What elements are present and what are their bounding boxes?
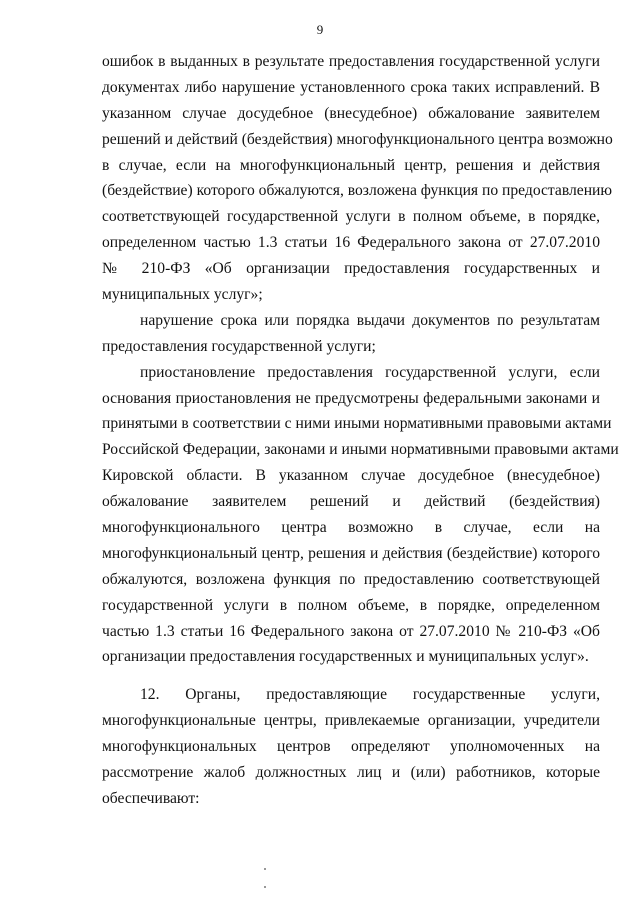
text-line: решений и действий (бездействия) многофункционального центра возможно xyxy=(102,130,613,148)
text-line: в случае, если на многофункциональный центр, решения и действия xyxy=(102,156,600,174)
text-line: Российской Федерации, законами и иными нормативными правовыми актами xyxy=(102,441,619,459)
text-line: обжалование заявителем решений и действий (бездействия) xyxy=(102,493,600,511)
text-line: 12. Органы, предоставляющие государственные услуги, xyxy=(140,686,600,704)
text-line: нарушение срока или порядка выдачи документов по результатам xyxy=(140,311,600,329)
page-number: 9 xyxy=(316,22,324,37)
text-line: соответствующей государственной услуги в полном объеме, в порядке, xyxy=(102,208,600,226)
text-line: многофункциональные центры, привлекаемые организации, учредители xyxy=(102,712,600,730)
text-line: частью 1.3 статьи 16 Федерального закона от 27.07.2010 № 210-ФЗ «Об xyxy=(102,622,600,640)
text-line: обжалуются, возложена функция по предоставлению соответствующей xyxy=(102,570,600,588)
text-line: указанном случае досудебное (внесудебное) обжалование заявителем xyxy=(102,104,600,122)
text-line: документах либо нарушение установленного срока таких исправлений. В xyxy=(102,78,600,96)
text-line: основания приостановления не предусмотрены федеральными законами и xyxy=(102,389,600,407)
text-line: государственной услуги в полном объеме, в порядке, определенном xyxy=(102,596,600,614)
body-text xyxy=(102,49,619,812)
scan-speck xyxy=(264,886,266,888)
paragraph-gap xyxy=(102,670,600,682)
scan-speck xyxy=(264,868,266,870)
text-line: ошибок в выданных в результате предоставления государственной услуги xyxy=(102,53,600,70)
text-line: организации предоставления государственных и муниципальных услуг». xyxy=(102,648,589,666)
text-line: обеспечивают: xyxy=(102,789,200,807)
text-line: предоставления государственной услуги; xyxy=(102,337,376,355)
text-line: (бездействие) которого обжалуются, возложена функция по предоставлению xyxy=(102,182,613,200)
text-line: многофункциональный центр, решения и действия (бездействие) которого xyxy=(102,544,600,562)
text-line: определенном частью 1.3 статьи 16 Федерального закона от 27.07.2010 xyxy=(102,234,600,252)
text-line: муниципальных услуг»; xyxy=(102,286,263,304)
text-line: рассмотрение жалоб должностных лиц и (или) работников, которые xyxy=(102,764,600,782)
text-line: многофункционального центра возможно в случае, если на xyxy=(102,519,600,537)
text-line: Кировской области. В указанном случае досудебное (внесудебное) xyxy=(102,467,600,485)
text-line: принятыми в соответствии с ними иными нормативными правовыми актами xyxy=(102,415,612,433)
text-line: многофункциональных центров определяют уполномоченных на xyxy=(102,738,600,756)
text-line: приостановление предоставления государственной услуги, если xyxy=(140,363,600,381)
text-line: № 210-ФЗ «Об организации предоставления государственных и xyxy=(102,260,600,278)
